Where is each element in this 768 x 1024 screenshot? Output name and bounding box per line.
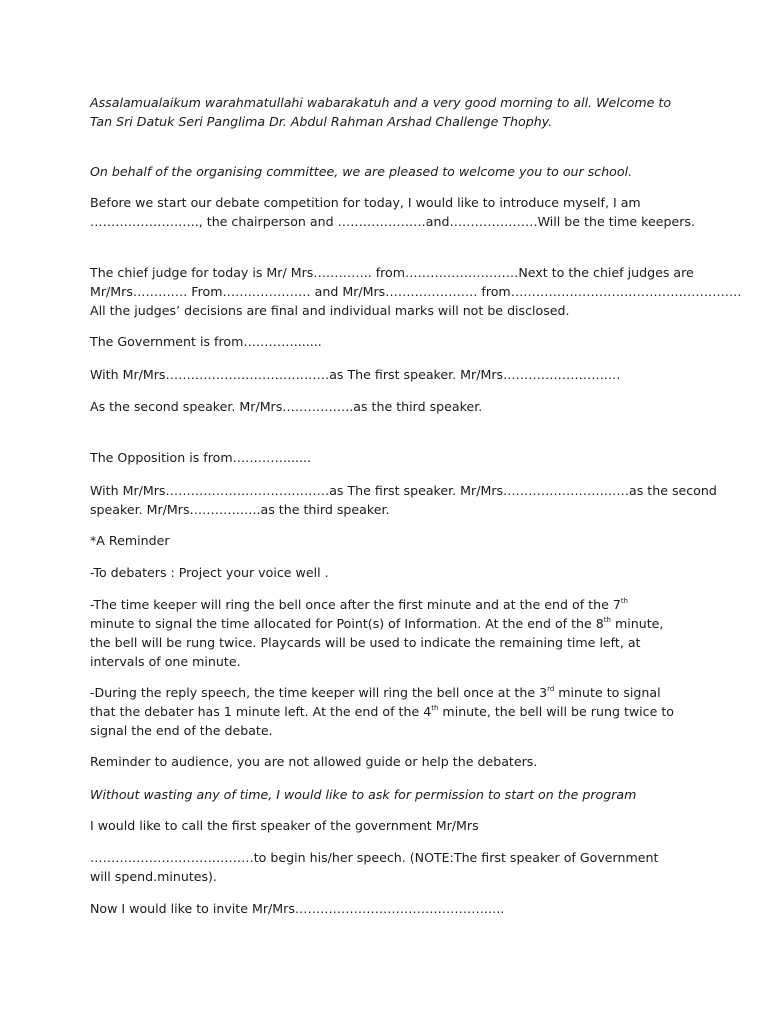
opposition-speakers-line-1: With Mr/Mrs…………………………………as The first speaker. Mr/Mrs…………………………as the second: [90, 483, 717, 498]
superscript: rd: [547, 685, 555, 693]
opposition-paragraph: The Opposition is from………….......: [90, 450, 311, 465]
permission-paragraph: Without wasting any of time, I would like to ask for permission to start on the program: [90, 787, 637, 802]
welcome-paragraph: [90, 93, 690, 131]
government-paragraph: The Government is from………….......: [90, 334, 322, 349]
reply-speech-line-1-end: minute to signal: [554, 685, 661, 700]
reply-speech-line-2-end: minute, the bell will be rung twice to: [438, 704, 675, 719]
opposition-speakers-line-2: speaker. Mr/Mrs……………..as the third speaker.: [90, 502, 390, 517]
welcome-line-1: Assalamualaikum warahmatullahi wabarakatuh and a very good morning to all. Welcome to: [90, 95, 672, 110]
introduction-line-1: Before we start our debate competition for today, I would like to introduce myself, I am: [90, 195, 641, 210]
speech-note-line-2: will spend.minutes).: [90, 869, 217, 884]
superscript: th: [431, 704, 439, 712]
judges-line-3: All the judges’ decisions are final and individual marks will not be disclosed.: [90, 303, 570, 318]
reply-speech-line-2: that the debater has 1 minute left. At the end of the 4: [90, 704, 432, 719]
judges-line-2: Mr/Mrs…………. From………………… and Mr/Mrs…………………. from……………………………………………….: [90, 284, 742, 299]
judges-paragraph: [90, 263, 742, 320]
time-keeper-line-2-end: minute,: [610, 616, 664, 631]
reply-speech-line-1: -During the reply speech, the time keeper will ring the bell once at the 3: [90, 685, 548, 700]
introduction-line-2: …………………….., the chairperson and …………………and…………………Will be the time keepers.: [90, 214, 695, 229]
welcome-line-2: Tan Sri Datuk Seri Panglima Dr. Abdul Rahman Arshad Challenge Thophy.: [90, 114, 553, 129]
organising-committee-paragraph: On behalf of the organising committee, we are pleased to welcome you to our school.: [90, 164, 633, 179]
invite-line: Now I would like to invite Mr/Mrs…………………………………………..: [90, 901, 505, 916]
first-speaker-call: I would like to call the first speaker of the government Mr/Mrs: [90, 818, 479, 833]
speech-note-paragraph: [90, 848, 690, 886]
reply-speech-line-3: signal the end of the debate.: [90, 723, 273, 738]
introduction-paragraph: [90, 193, 695, 231]
superscript: th: [620, 597, 629, 605]
opposition-speakers-paragraph: [90, 481, 717, 519]
judges-line-1: The chief judge for today is Mr/ Mrs………….. from………………………Next to the chief judges are: [90, 265, 694, 280]
superscript: th: [603, 616, 611, 624]
debaters-reminder: -To debaters : Project your voice well .: [90, 565, 329, 580]
time-keeper-line-2: minute to signal the time allocated for Point(s) of Information. At the end of the 8: [90, 616, 604, 631]
audience-reminder: Reminder to audience, you are not allowed guide or help the debaters.: [90, 754, 538, 769]
reply-speech-paragraph: [90, 683, 690, 740]
government-third-speaker-line: As the second speaker. Mr/Mrs……………..as the third speaker.: [90, 399, 483, 414]
government-speakers-line: With Mr/Mrs…………………………………as The first speaker. Mr/Mrs……………………….: [90, 367, 621, 382]
time-keeper-line-1: -The time keeper will ring the bell once after the first minute and at the end of the 7: [90, 597, 621, 612]
time-keeper-paragraph: [90, 595, 690, 671]
time-keeper-line-3: the bell will be rung twice. Playcards will be used to indicate the remaining time left, at: [90, 635, 641, 650]
time-keeper-line-4: intervals of one minute.: [90, 654, 241, 669]
speech-note-line-1: …………………………………to begin his/her speech. (NOTE:The first speaker of Government: [90, 850, 659, 865]
reminder-heading: *A Reminder: [90, 533, 170, 548]
